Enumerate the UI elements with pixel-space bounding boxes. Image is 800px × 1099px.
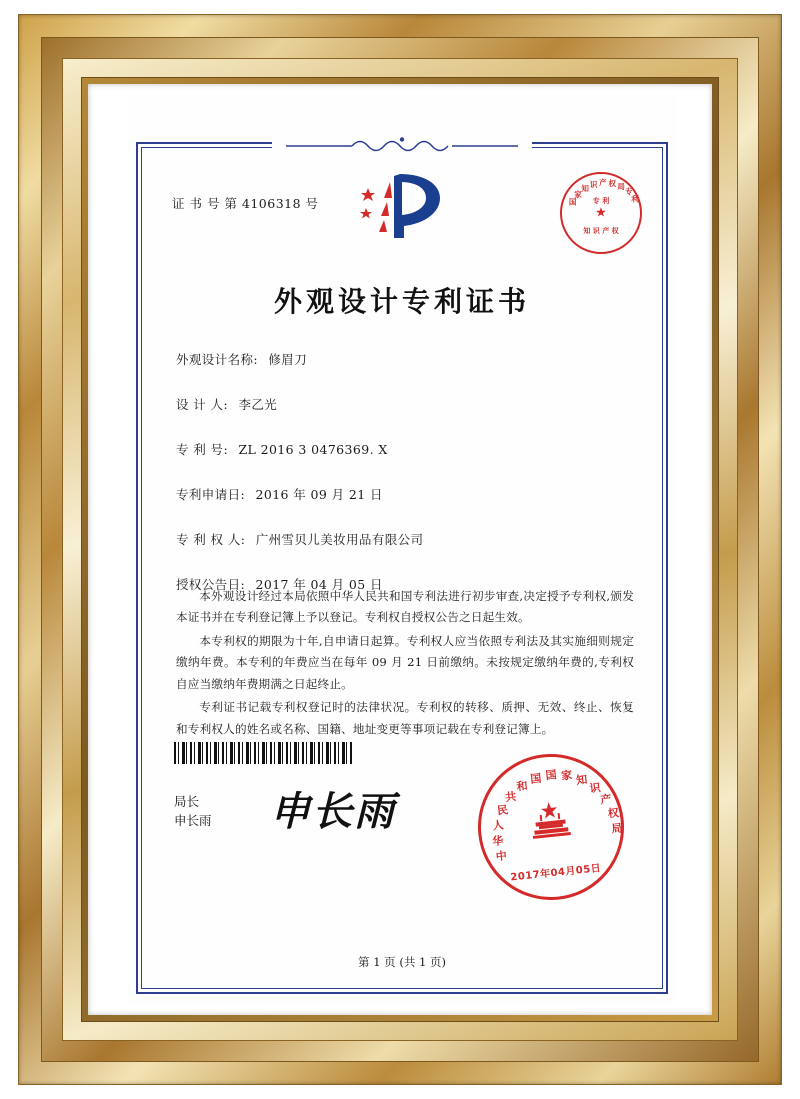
field-row: [176, 395, 632, 413]
national-seal-arc-text: 中 华 人 民 共 和 国 国 家 知 识 产 权 局: [491, 768, 624, 864]
tiananmen-emblem-icon: [525, 799, 575, 844]
field-row: [176, 485, 632, 503]
approval-seal: [560, 172, 642, 254]
page-footer: 第 1 页 (共 1 页): [358, 955, 446, 969]
field-row: [176, 530, 632, 548]
field-value: 2016 年 09 月 21 日: [255, 487, 383, 502]
field-label: 设 计 人:: [176, 397, 229, 412]
field-row: [176, 350, 632, 368]
approval-seal-arc-text: 国 家 知 识 产 权 局 专 利: [568, 178, 639, 207]
legal-paragraph: 本外观设计经过本局依照中华人民共和国专利法进行初步审查,决定授予专利权,颁发本证书并在专利登记簿上予以登记。专利权自授权公告之日起生效。: [176, 589, 634, 625]
field-label: 专利申请日:: [176, 487, 246, 502]
field-label: 外观设计名称:: [176, 352, 259, 367]
field-label: 专 利 号:: [176, 442, 229, 457]
certificate-number: 证 书 号 第 4106318 号: [172, 196, 319, 211]
certificate-sheet: [128, 96, 676, 1004]
field-value: 广州雪贝儿美妆用品有限公司: [255, 532, 424, 547]
national-seal: [471, 747, 631, 907]
field-value: 修眉刀: [268, 352, 308, 367]
field-list: [176, 350, 632, 620]
field-label: 授权公告日:: [176, 577, 246, 592]
field-row: [176, 440, 632, 458]
seal-date: 2017年04月05日: [509, 863, 602, 884]
field-value: 2017 年 04 月 05 日: [255, 577, 383, 592]
field-label: 专 利 权 人:: [176, 532, 246, 547]
signature-name: 申长雨: [174, 813, 212, 829]
signature-block: [174, 788, 396, 835]
approval-seal-star: ★: [595, 205, 607, 221]
approval-seal-line1: 专 利: [592, 197, 610, 205]
signature-title: 局长: [174, 794, 200, 809]
approval-seal-line2: 知 识 产 权: [583, 227, 619, 235]
field-value: 李乙光: [238, 397, 278, 412]
page-title: 外观设计专利证书: [273, 285, 530, 318]
legal-text: [176, 586, 634, 742]
field-value: ZL 2016 3 0476369. X: [238, 442, 388, 457]
legal-paragraph: 专利证书记载专利权登记时的法律状况。专利权的转移、质押、无效、终止、恢复和专利权人的姓名或名称、国籍、地址变更等事项记载在专利登记簿上。: [176, 700, 634, 736]
sipo-logo-icon: [354, 168, 450, 244]
barcode: [174, 742, 354, 764]
legal-paragraph: 本专利权的期限为十年,自申请日起算。专利权人应当依照专利法及其实施细则规定缴纳年费。本专利的年费应当在每年 09 月 21 日前缴纳。未按规定缴纳年费的,专利权自应当缴纳年费期满之日起终止。: [176, 633, 634, 691]
certificate-content: [136, 142, 668, 994]
handwritten-signature: 申长雨: [270, 788, 396, 835]
